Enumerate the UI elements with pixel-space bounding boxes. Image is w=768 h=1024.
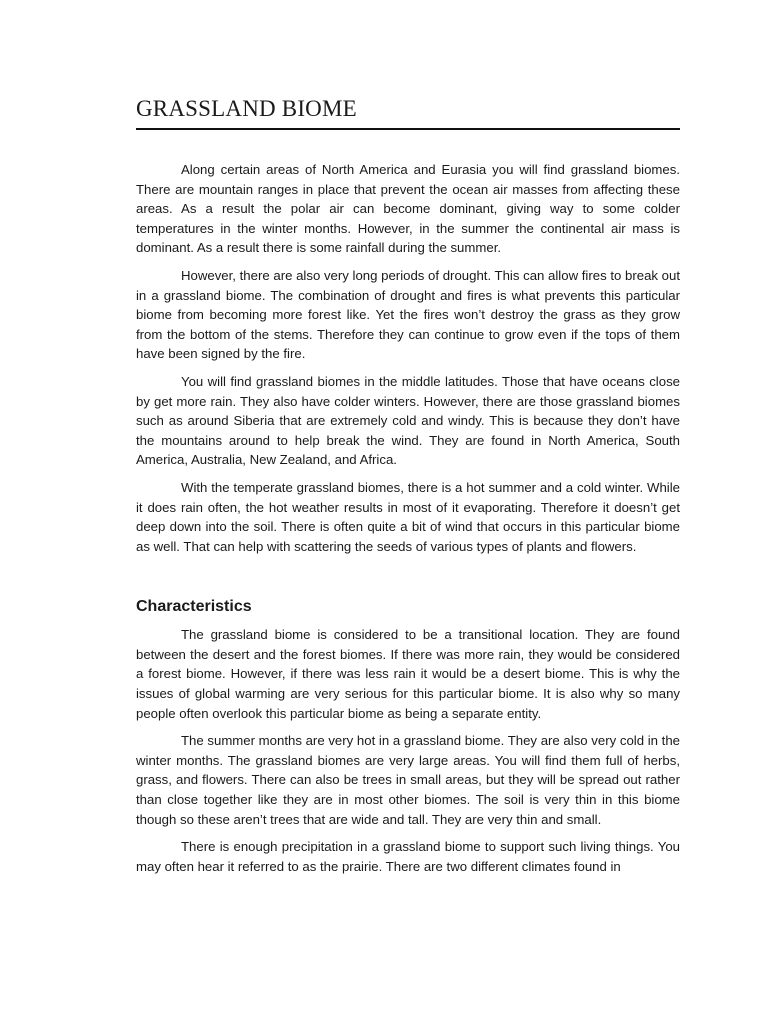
intro-paragraph-2: However, there are also very long periods of drought. This can allow fires to break out in a grassland biome. The combination of drought and fires is what prevents this particular biome from becoming more forest like. Yet the fires won’t destroy the grass as they grow from the bottom of the stems. Therefore they can continue to grow even if the tops of them have been signed by the fire.: [136, 267, 680, 362]
characteristics-heading: Characteristics: [136, 598, 252, 616]
characteristics-paragraph-2: The summer months are very hot in a grassland biome. They are also very cold in the winter months. The grassland biomes are very large areas. You will find them full of herbs, grass, and flowers. There can also be trees in small areas, but they will be spread out rather than close together like they are in most other biomes. The soil is very thin in this biome though so these aren’t trees that are wide and tall. They are very thin and small.: [136, 733, 680, 827]
characteristics-paragraph-1: The grassland biome is considered to be a transitional location. They are found between the desert and the forest biomes. If there was more rain, they would be considered a forest biome. However, if there was less rain it would be a desert biome. This is why the issues of global warming are very serious for this particular biome. It is also why so many people often overlook this particular biome as being a separate entity.: [136, 627, 680, 721]
intro-section: [136, 160, 680, 556]
characteristics-paragraph-3: There is enough precipitation in a grassland biome to support such living things. You may often hear it referred to as the prairie. There are two different climates found in: [136, 839, 680, 874]
intro-paragraph-1: Along certain areas of North America and Eurasia you will find grassland biomes. There are mountain ranges in place that prevent the ocean air masses from affecting these areas. As a result the polar air can become dominant, giving way to some colder temperatures in the winter months. However, in the summer the continental air mass is dominant. As a result there is some rainfall during the summer.: [136, 162, 680, 256]
page-title: GRASSLAND BIOME: [136, 95, 680, 130]
document-page: [136, 95, 680, 884]
intro-paragraph-3: You will find grassland biomes in the middle latitudes. Those that have oceans close by get more rain. They also have colder winters. However, there are those grassland biomes such as around Siberia that are extremely cold and windy. This is because they don’t have the mountains around to help break the wind. They are found in North America, South America, Australia, New Zealand, and Africa.: [136, 373, 680, 468]
intro-paragraph-4: With the temperate grassland biomes, there is a hot summer and a cold winter. While it does rain often, the hot weather results in most of it evaporating. Therefore it doesn’t get deep down into the soil. There is often quite a bit of wind that occurs in this particular biome as well. That can help with scattering the seeds of various types of plants and flowers.: [136, 479, 680, 554]
characteristics-section: [136, 625, 680, 876]
